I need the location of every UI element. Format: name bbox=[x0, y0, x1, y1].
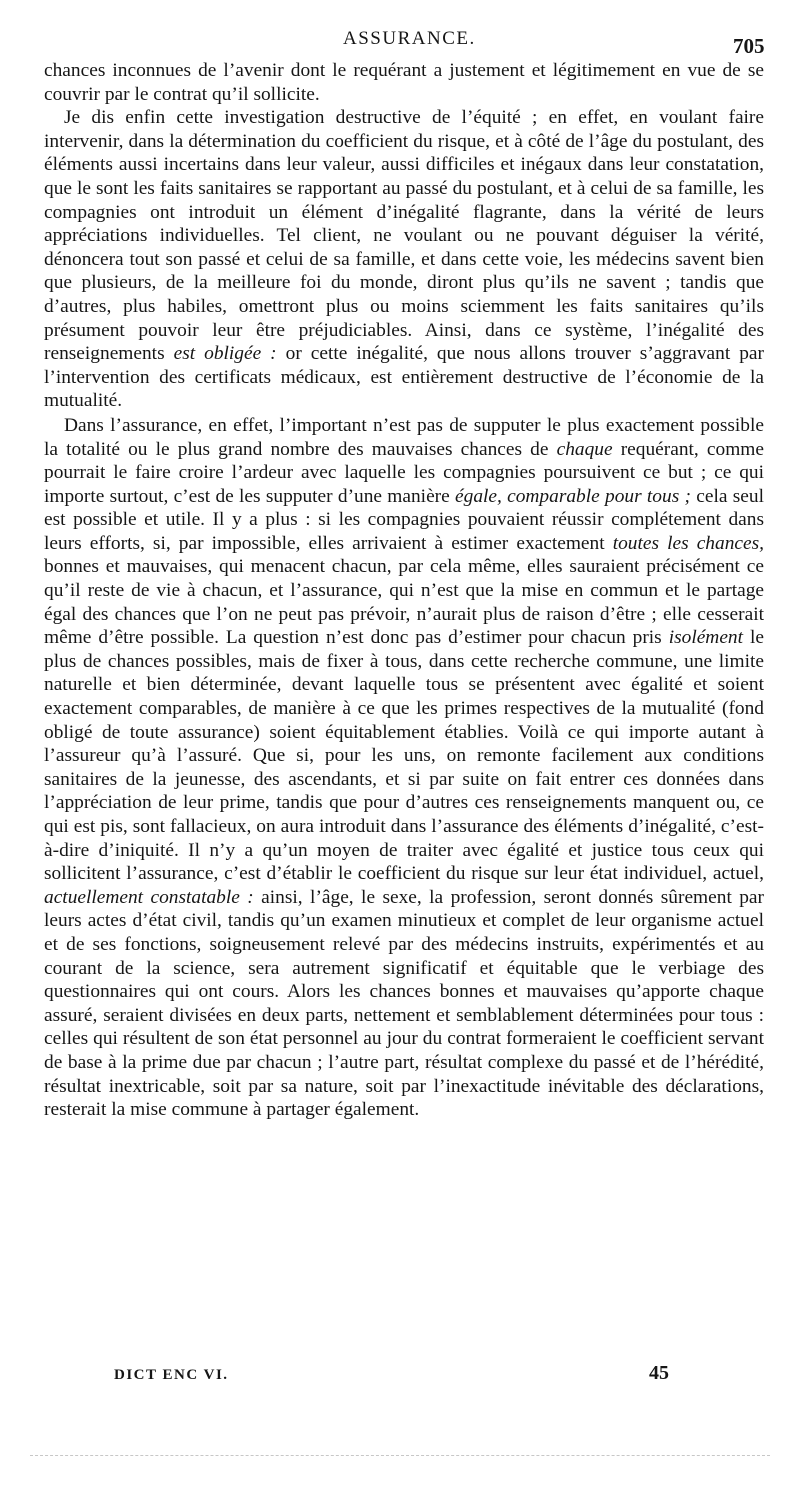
paragraph-assurance-text-1: Dans l’assurance, en effet, l’important n’est pas de supputer le plus exactement possible la totalité ou le plus grand nombre des mauvaises chances de bbox=[44, 414, 764, 460]
paragraph-assurance-emphasis-2: égale, comparable pour tous ; bbox=[455, 485, 691, 507]
paragraph-equite bbox=[44, 106, 764, 413]
paragraph-assurance-text-2: requérant, comme pourrait le faire croire l’ardeur avec laquelle les compagnies poursuivent ce but ; ce qui importe surtout, c’est de les supputer d’une manière bbox=[44, 438, 764, 507]
paragraph-equite-text-2: or cette inégalité, que nous allons trouver s’aggravant par l’intervention des certificats médicaux, est entièrement destructive de l’économie de la mutualité. bbox=[44, 343, 764, 412]
paragraph-assurance-text-5: le plus de chances possibles, mais de fixer à tous, dans cette recherche commune, une limite naturelle et bien déterminée, devant laquelle tous se présentent avec égalité et soient exactement comparables, de manière à ce que les primes respectives de la mutualité (fond obligé de toute assurance) soient équitablement établies. Voilà ce qui importe autant à l’assureur qu’à l’assuré. Que si, pour les uns, on remonte facilement aux conditions sanitaires de la jeunesse, des ascendants, et si par suite on fait entrer ces données dans l’appréciation de leur prime, tandis que pour d’autres ces renseignements manquent ou, ce qui est pis, sont fallacieux, on aura introduit dans l’assurance des éléments d’inégalité, c’est-à-dire d’iniquité. Il n’y a qu’un moyen de traiter avec égalité et justice tous ceux qui sollicitent l’assurance, c’est d’établir le coefficient du risque sur leur état individuel, actuel, bbox=[44, 627, 764, 885]
paragraph-equite-text-1: Je dis enfin cette investigation destructive de l’équité ; en effet, en voulant faire intervenir, dans la détermination du coefficient du risque, et à côté de l’âge du postulant, des éléments aussi incertains dans leur valeur, aussi difficiles et inégaux dans leur constatation, que le sont les faits sanitaires se rapportant au passé du postulant, et à celui de sa famille, les compagnies ont introduit un élément d’inégalité flagrante, dans la vérité de leurs appréciations individuelles. Tel client, ne voulant ou ne pouvant déguiser la vérité, dénoncera tout son passé et celui de sa famille, et dans cette voie, les médecins savent bien que plusieurs, de la meilleure foi du monde, diront plus qu’ils ne savent ; tandis que d’autres, plus habiles, omettront plus ou moins sciemment les faits sanitaires qu’ils présument pouvoir leur être préjudiciables. Ainsi, dans ce système, l’inégalité des renseignements bbox=[44, 107, 764, 365]
signature-mark: DICT ENC VI. bbox=[114, 1367, 229, 1383]
paragraph-assurance-emphasis-4: isolément bbox=[668, 627, 744, 649]
paragraph-assurance-emphasis-5: actuellement constatable : bbox=[44, 886, 254, 908]
running-title: ASSURANCE. bbox=[343, 28, 476, 49]
paragraph-equite-emphasis-1: est obligée : bbox=[173, 343, 277, 365]
paragraph-assurance-emphasis-3: toutes les chances, bbox=[612, 532, 764, 554]
paragraph-assurance-text-6: ainsi, l’âge, le sexe, la profession, seront donnés sûrement par leurs actes d’état civil, tandis qu’un examen minutieux et complet de leur organisme actuel et de ses fonctions, soigneusement relevé par des médecins instruits, expérimentés et au courant de la science, sera autrement significatif et équitable que le verbiage des questionnaires qui ont cours. Alors les chances bonnes et mauvaises qu’apporte chaque assuré, seraient divisées en deux parts, nettement et semblablement déterminées pour tous : celles qui résultent de son état personnel au jour du contrat formeraient le coefficient servant de base à la prime due par chacun ; l’autre part, résultat complexe du passé et de l’hérédité, résultat inextricable, soit par sa nature, soit par l’inexactitude inévitable des déclarations, resterait la mise commune à partager également. bbox=[44, 886, 764, 1121]
paragraph-assurance-text-4: bonnes et mauvaises, qui menacent chacun, par cela même, elles sauraient précisément ce qu’il reste de vie à chacun, et l’assurance, qui n’est que la mise en commun et le partage égal des chances que l’on ne peut pas prévoir, n’aurait plus de raison d’être ; elle cesserait même d’être possible. La question n’est donc pas d’estimer pour chacun pris bbox=[44, 556, 764, 649]
bottom-edge-rule bbox=[30, 1455, 770, 1456]
paragraph-assurance bbox=[44, 414, 764, 1122]
paragraph-assurance-text-3: cela seul est possible et utile. Il y a plus : si les compagnies pouvaient réussir complétement dans leurs efforts, si, par impossible, elles arrivaient à estimer exactement bbox=[44, 485, 764, 554]
paragraph-continuation bbox=[44, 59, 764, 106]
running-head bbox=[0, 28, 800, 58]
page-number: 705 bbox=[733, 34, 765, 58]
gathering-number: 45 bbox=[649, 1362, 669, 1384]
paragraph-assurance-emphasis-1: chaque bbox=[556, 438, 613, 460]
paragraph-continuation-text: chances inconnues de l’avenir dont le requérant a justement et légitimement en vue de se couvrir par le contrat qu’il sollicite. bbox=[44, 60, 764, 105]
body-text bbox=[44, 59, 764, 1122]
